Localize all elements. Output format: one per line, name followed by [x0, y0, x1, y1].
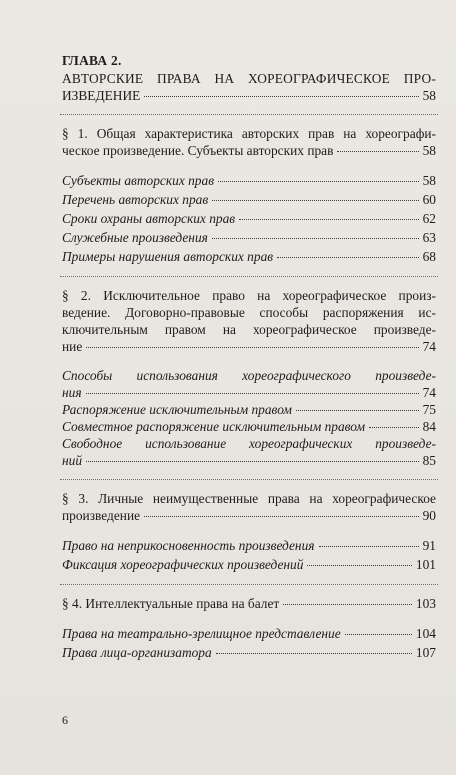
chapter-title-end: ИЗВЕДЕНИЕ: [62, 88, 141, 103]
section-4-page-number: 103: [415, 596, 436, 611]
subentry-page-number: 58: [422, 173, 436, 188]
subentry-title: Распоряжение исключительным правом: [62, 402, 292, 417]
subentry: [62, 643, 436, 662]
subentry-page-number: 107: [415, 645, 436, 660]
page-number: 6: [62, 713, 68, 727]
subentry-title: Права лица-организатора: [62, 645, 212, 660]
subentry-page-number: 101: [415, 557, 436, 572]
subentry-page-number: 63: [422, 230, 436, 245]
section-separator: [60, 276, 438, 277]
chapter-title-line2: [62, 87, 436, 104]
section-separator: [60, 479, 438, 480]
toc-section-2: [62, 287, 436, 355]
subentry-page-number: 62: [422, 211, 436, 226]
leader-dots: [307, 565, 411, 566]
subentry-page-number: 68: [422, 249, 436, 264]
leader-dots: [212, 200, 418, 201]
leader-dots: [277, 257, 419, 258]
subentry-title: Субъекты авторских прав: [62, 173, 215, 188]
leader-dots: [369, 427, 419, 428]
section-2-line3: ключительным правом на хореографическое произведе-: [62, 322, 436, 337]
leader-dots: [144, 516, 419, 517]
section-2-line1: § 2. Исключительное право на хореографическое произ-: [62, 288, 436, 303]
section-3-title-end: произведение: [62, 508, 141, 523]
leader-dots: [144, 96, 418, 97]
subentry-title: Служебные произведения: [62, 230, 208, 245]
section-separator: [60, 584, 438, 585]
leader-dots: [86, 461, 419, 462]
subentry-title: Совместное распоряжение исключительным правом: [62, 419, 366, 434]
subentry-page-number: 60: [422, 192, 436, 207]
subentry-page-number: 74: [422, 385, 436, 400]
subentry: [62, 209, 436, 228]
section-4-title: § 4. Интеллектуальные права на балет: [62, 596, 280, 611]
subentry: [62, 555, 436, 574]
toc-section-4: [62, 595, 436, 612]
subentry: [62, 228, 436, 247]
section-3-page-number: 90: [422, 508, 436, 523]
section-1-line2: [62, 142, 436, 159]
subentry: [62, 190, 436, 209]
section-2-line2: ведение. Договорно-правовые способы распоряжения ис-: [62, 305, 436, 320]
subentry: [62, 384, 436, 401]
subentry-title: Право на неприкосновенность произведения: [62, 538, 315, 553]
chapter-heading: [62, 52, 436, 104]
subentry-title: Фиксация хореографических произведений: [62, 557, 304, 572]
section-3-line1: § 3. Личные неимущественные права на хореографическое: [62, 491, 436, 506]
section-2-page-number: 74: [422, 339, 436, 354]
leader-dots: [218, 181, 419, 182]
subentry: [62, 452, 436, 469]
subentry-page-number: 91: [422, 538, 436, 553]
subentry-page-number: 104: [415, 626, 436, 641]
leader-dots: [337, 151, 418, 152]
subentry-page-number: 75: [422, 402, 436, 417]
section-1-subentries: [62, 171, 436, 266]
subentry-line1: Способы использования хореографического произведе-: [62, 368, 436, 383]
subentry: [62, 624, 436, 643]
section-1-title-end: ческое произведение. Субъекты авторских прав: [62, 143, 334, 158]
section-2-line4: [62, 338, 436, 355]
subentry-title: Примеры нарушения авторских прав: [62, 249, 274, 264]
leader-dots: [216, 653, 412, 654]
toc-section-1: [62, 125, 436, 159]
section-3-subentries: [62, 536, 436, 574]
subentry-page-number: 84: [422, 419, 436, 434]
chapter-page-number: 58: [422, 88, 436, 103]
section-3-line2: [62, 507, 436, 524]
subentry: [62, 171, 436, 190]
table-of-contents: [62, 52, 436, 662]
subentry-title: Сроки охраны авторских прав: [62, 211, 236, 226]
section-1-page-number: 58: [422, 143, 436, 158]
chapter-label: ГЛАВА 2.: [62, 53, 122, 68]
subentry: [62, 536, 436, 555]
subentry: [62, 247, 436, 266]
section-4-subentries: [62, 624, 436, 662]
subentry-line1: Свободное использование хореографических произведе-: [62, 436, 436, 451]
subentry-title-end: ния: [62, 385, 82, 400]
leader-dots: [296, 410, 419, 411]
section-2-subentries: [62, 367, 436, 469]
section-4-line1: [62, 595, 436, 612]
leader-dots: [212, 238, 419, 239]
subentry: [62, 401, 436, 418]
toc-section-3: [62, 490, 436, 524]
subentry-title: Права на театрально-зрелищное представление: [62, 626, 341, 641]
leader-dots: [86, 347, 418, 348]
leader-dots: [86, 393, 419, 394]
leader-dots: [319, 546, 419, 547]
section-separator: [60, 114, 438, 115]
section-1-line1: § 1. Общая характеристика авторских прав на хореографи-: [62, 126, 436, 141]
leader-dots: [283, 604, 412, 605]
chapter-title-line1: АВТОРСКИЕ ПРАВА НА ХОРЕОГРАФИЧЕСКОЕ ПРО-: [62, 71, 436, 86]
subentry-title: Перечень авторских прав: [62, 192, 209, 207]
section-2-title-end: ние: [62, 339, 83, 354]
leader-dots: [345, 634, 412, 635]
subentry-title-end: ний: [62, 453, 83, 468]
subentry: [62, 418, 436, 435]
subentry-page-number: 85: [422, 453, 436, 468]
leader-dots: [239, 219, 418, 220]
